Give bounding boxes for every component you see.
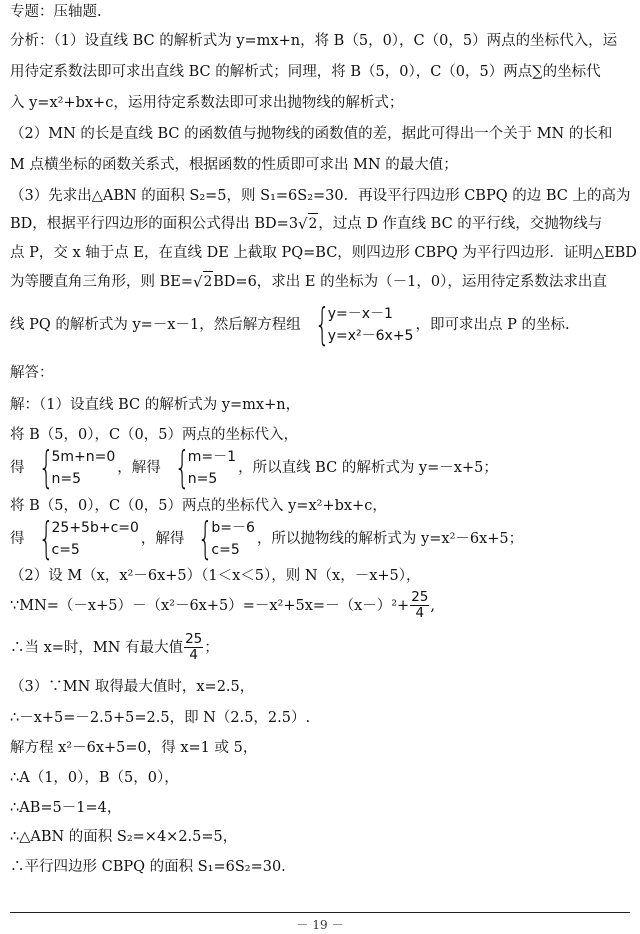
fraction-denominator: 4 — [189, 647, 198, 663]
equation-system — [185, 513, 255, 564]
solution-line-6: （2）设 M（x，x²－6x+5）（1＜x＜5），则 N（x，－x+5）， — [10, 568, 421, 584]
analysis-be-text-rest: BD=6，求出 E 的坐标为（－1，0），运用待定系数法求出直 — [213, 273, 607, 290]
solution-line-10: ∴－x+5=－2.5+5=2.5，即 N（2.5，2.5）. — [10, 710, 311, 726]
analysis-line-2: 用待定系数法即可求出直线 BC 的解析式；同理，将 B（5，0），C（0，5）两点∑的坐标代 — [10, 64, 601, 80]
equation-row: c=5 — [211, 542, 240, 558]
solution-line-4: 将 B（5，0），C（0，5）两点的坐标代入 y=x²+bx+c， — [10, 498, 387, 514]
solution-text: 得 — [10, 460, 25, 476]
solution-line-12: ∴A（1，0），B（5，0）， — [10, 770, 179, 786]
solution-line-9: （3）∵MN 取得最大值时，x=2.5， — [10, 679, 255, 695]
answer-title: 解答： — [10, 365, 54, 381]
left-brace-icon: { — [38, 442, 54, 493]
analysis-line-7 — [10, 213, 632, 234]
solution-line-14: ∴△ABN 的面积 S₂=×4×2.5=5， — [10, 829, 238, 845]
equation-row: n=5 — [187, 471, 218, 487]
radical-sign-icon: √ — [193, 273, 203, 291]
left-brace-icon: { — [198, 513, 214, 564]
solution-line-7 — [10, 590, 632, 621]
analysis-bd-text-rest: ，过点 D 作直线 BC 的平行线，交抛物线与 — [318, 215, 603, 232]
fraction — [410, 590, 429, 621]
page-number: － 19 － — [296, 918, 344, 932]
solution-text: , — [430, 597, 436, 614]
solution-text: ∴当 x=时，MN 有最大值 — [10, 639, 184, 656]
fraction-denominator: 4 — [415, 605, 425, 621]
radical-sign-icon: √ — [298, 215, 308, 233]
analysis-bd-text: BD，根据平行四边形的面积公式得出 BD=3 — [10, 215, 299, 232]
solution-text: ，所以抛物线的解析式为 y=x²－6x+5； — [256, 531, 524, 547]
equation-row: n=5 — [51, 471, 82, 487]
solution-text: ∵MN=（－x+5）－（x²－6x+5）=－x²+5x=－（x－）²+ — [10, 597, 410, 614]
equation-row: y=－x－1 — [327, 306, 393, 322]
fraction-numerator: 25 — [185, 631, 203, 647]
equation-system — [26, 442, 116, 493]
analysis-line-9 — [10, 271, 632, 292]
solution-line-15: ∴平行四边形 CBPQ 的面积 S₁=6S₂=30. — [10, 859, 286, 875]
solution-line-13: ∴AB=5－1=4， — [10, 800, 122, 816]
equation-row: y=x²－6x+5 — [327, 328, 414, 344]
equation-row: 5m+n=0 — [51, 449, 116, 465]
solution-line-11: 解方程 x²－6x+5=0，得 x=1 或 5， — [10, 740, 258, 756]
analysis-line-6: （3）先求出△ABN 的面积 S₂=5，则 S₁=6S₂=30．再设平行四边形 CBPQ 的边 BC 上的高为 — [10, 188, 631, 204]
sqrt-expression — [193, 271, 213, 292]
solution-text: ，解得 — [117, 460, 161, 476]
equation-row: 25+5b+c=0 — [51, 520, 139, 536]
analysis-line-8: 点 P，交 x 轴于点 E，在直线 DE 上截取 PQ=BC，则四边形 CBPQ 为平行四边形．证明△EBD — [10, 245, 637, 261]
fraction — [184, 632, 203, 663]
equation-system — [162, 442, 237, 493]
analysis-line-5: M 点横坐标的函数关系式，根据函数的性质即可求出 MN 的最大值； — [10, 157, 458, 173]
equation-row: c=5 — [51, 542, 80, 558]
solution-text: ，所以直线 BC 的解析式为 y=－x+5； — [238, 460, 498, 476]
solution-line-8 — [10, 632, 632, 663]
fraction-numerator: 25 — [411, 589, 429, 605]
left-brace-icon: { — [314, 299, 330, 350]
analysis-pq-text: 线 PQ 的解析式为 y=－x－1，然后解方程组 — [10, 317, 301, 333]
analysis-pq-text-rest: ，即可求出点 P 的坐标. — [415, 317, 570, 333]
equation-row: m=－1 — [187, 449, 237, 465]
solution-line-1: 解：（1）设直线 BC 的解析式为 y=mx+n， — [10, 397, 301, 413]
left-brace-icon: { — [174, 442, 190, 493]
analysis-line-3: 入 y=x²+bx+c，运用待定系数法即可求出抛物线的解析式； — [10, 95, 404, 111]
topic-line: 专题：压轴题. — [10, 4, 102, 20]
solution-line-3 — [10, 442, 632, 493]
solution-line-2: 将 B（5，0），C（0，5）两点的坐标代入， — [10, 427, 299, 443]
equation-system — [26, 513, 139, 564]
radicand: 2 — [308, 213, 319, 234]
solution-line-5 — [10, 513, 632, 564]
solution-text: 得 — [10, 531, 25, 547]
equation-system — [302, 299, 414, 350]
footer-divider — [10, 912, 630, 913]
solution-text: ； — [204, 639, 219, 656]
solution-text: ，解得 — [140, 531, 185, 547]
analysis-be-text: 为等腰直角三角形，则 BE= — [10, 273, 193, 290]
equation-row: b=－6 — [211, 520, 255, 536]
analysis-line-4: （2）MN 的长是直线 BC 的函数值与抛物线的函数值的差，据此可得出一个关于 MN 的长和 — [10, 126, 613, 142]
sqrt-expression — [298, 213, 318, 234]
analysis-line-1: 分析：（1）设直线 BC 的解析式为 y=mx+n，将 B（5，0），C（0，5）两点的坐标代入，运 — [10, 33, 618, 49]
left-brace-icon: { — [38, 513, 54, 564]
analysis-line-10 — [10, 299, 632, 350]
radicand: 2 — [203, 271, 214, 292]
